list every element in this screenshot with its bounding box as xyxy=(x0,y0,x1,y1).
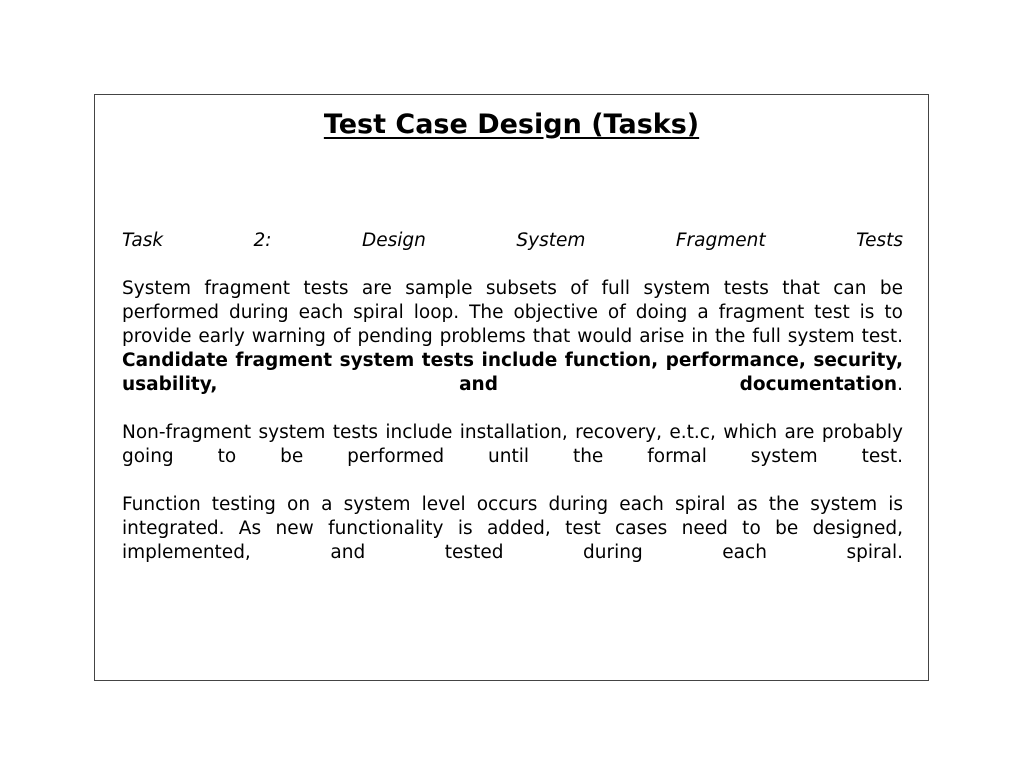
paragraph-fragment-tests-text: System fragment tests are sample subsets of full system tests that can be performed during each spiral loop. The objective of doing a fragment test is to provide early warning of pending problems that would arise in the full system test. xyxy=(122,278,903,347)
candidate-tests-bold: Candidate fragment system tests include function, performance, security, usability, and documentation xyxy=(122,350,903,395)
slide-body xyxy=(122,229,903,589)
paragraph-non-fragment-tests: Non-fragment system tests include installation, recovery, e.t.c, which are probably going to be performed until the formal system test. xyxy=(122,422,903,467)
content-frame xyxy=(94,94,929,681)
paragraph-fragment-tests-end: . xyxy=(897,374,903,395)
paragraph-fragment-tests xyxy=(122,277,903,397)
paragraph-function-testing: Function testing on a system level occurs during each spiral as the system is integrated. As new functionality is added, test cases need to be designed, implemented, and tested during each spiral. xyxy=(122,494,903,563)
task-heading: Task 2: Design System Fragment Tests xyxy=(122,230,903,251)
page-title: Test Case Design (Tasks) xyxy=(323,109,700,140)
